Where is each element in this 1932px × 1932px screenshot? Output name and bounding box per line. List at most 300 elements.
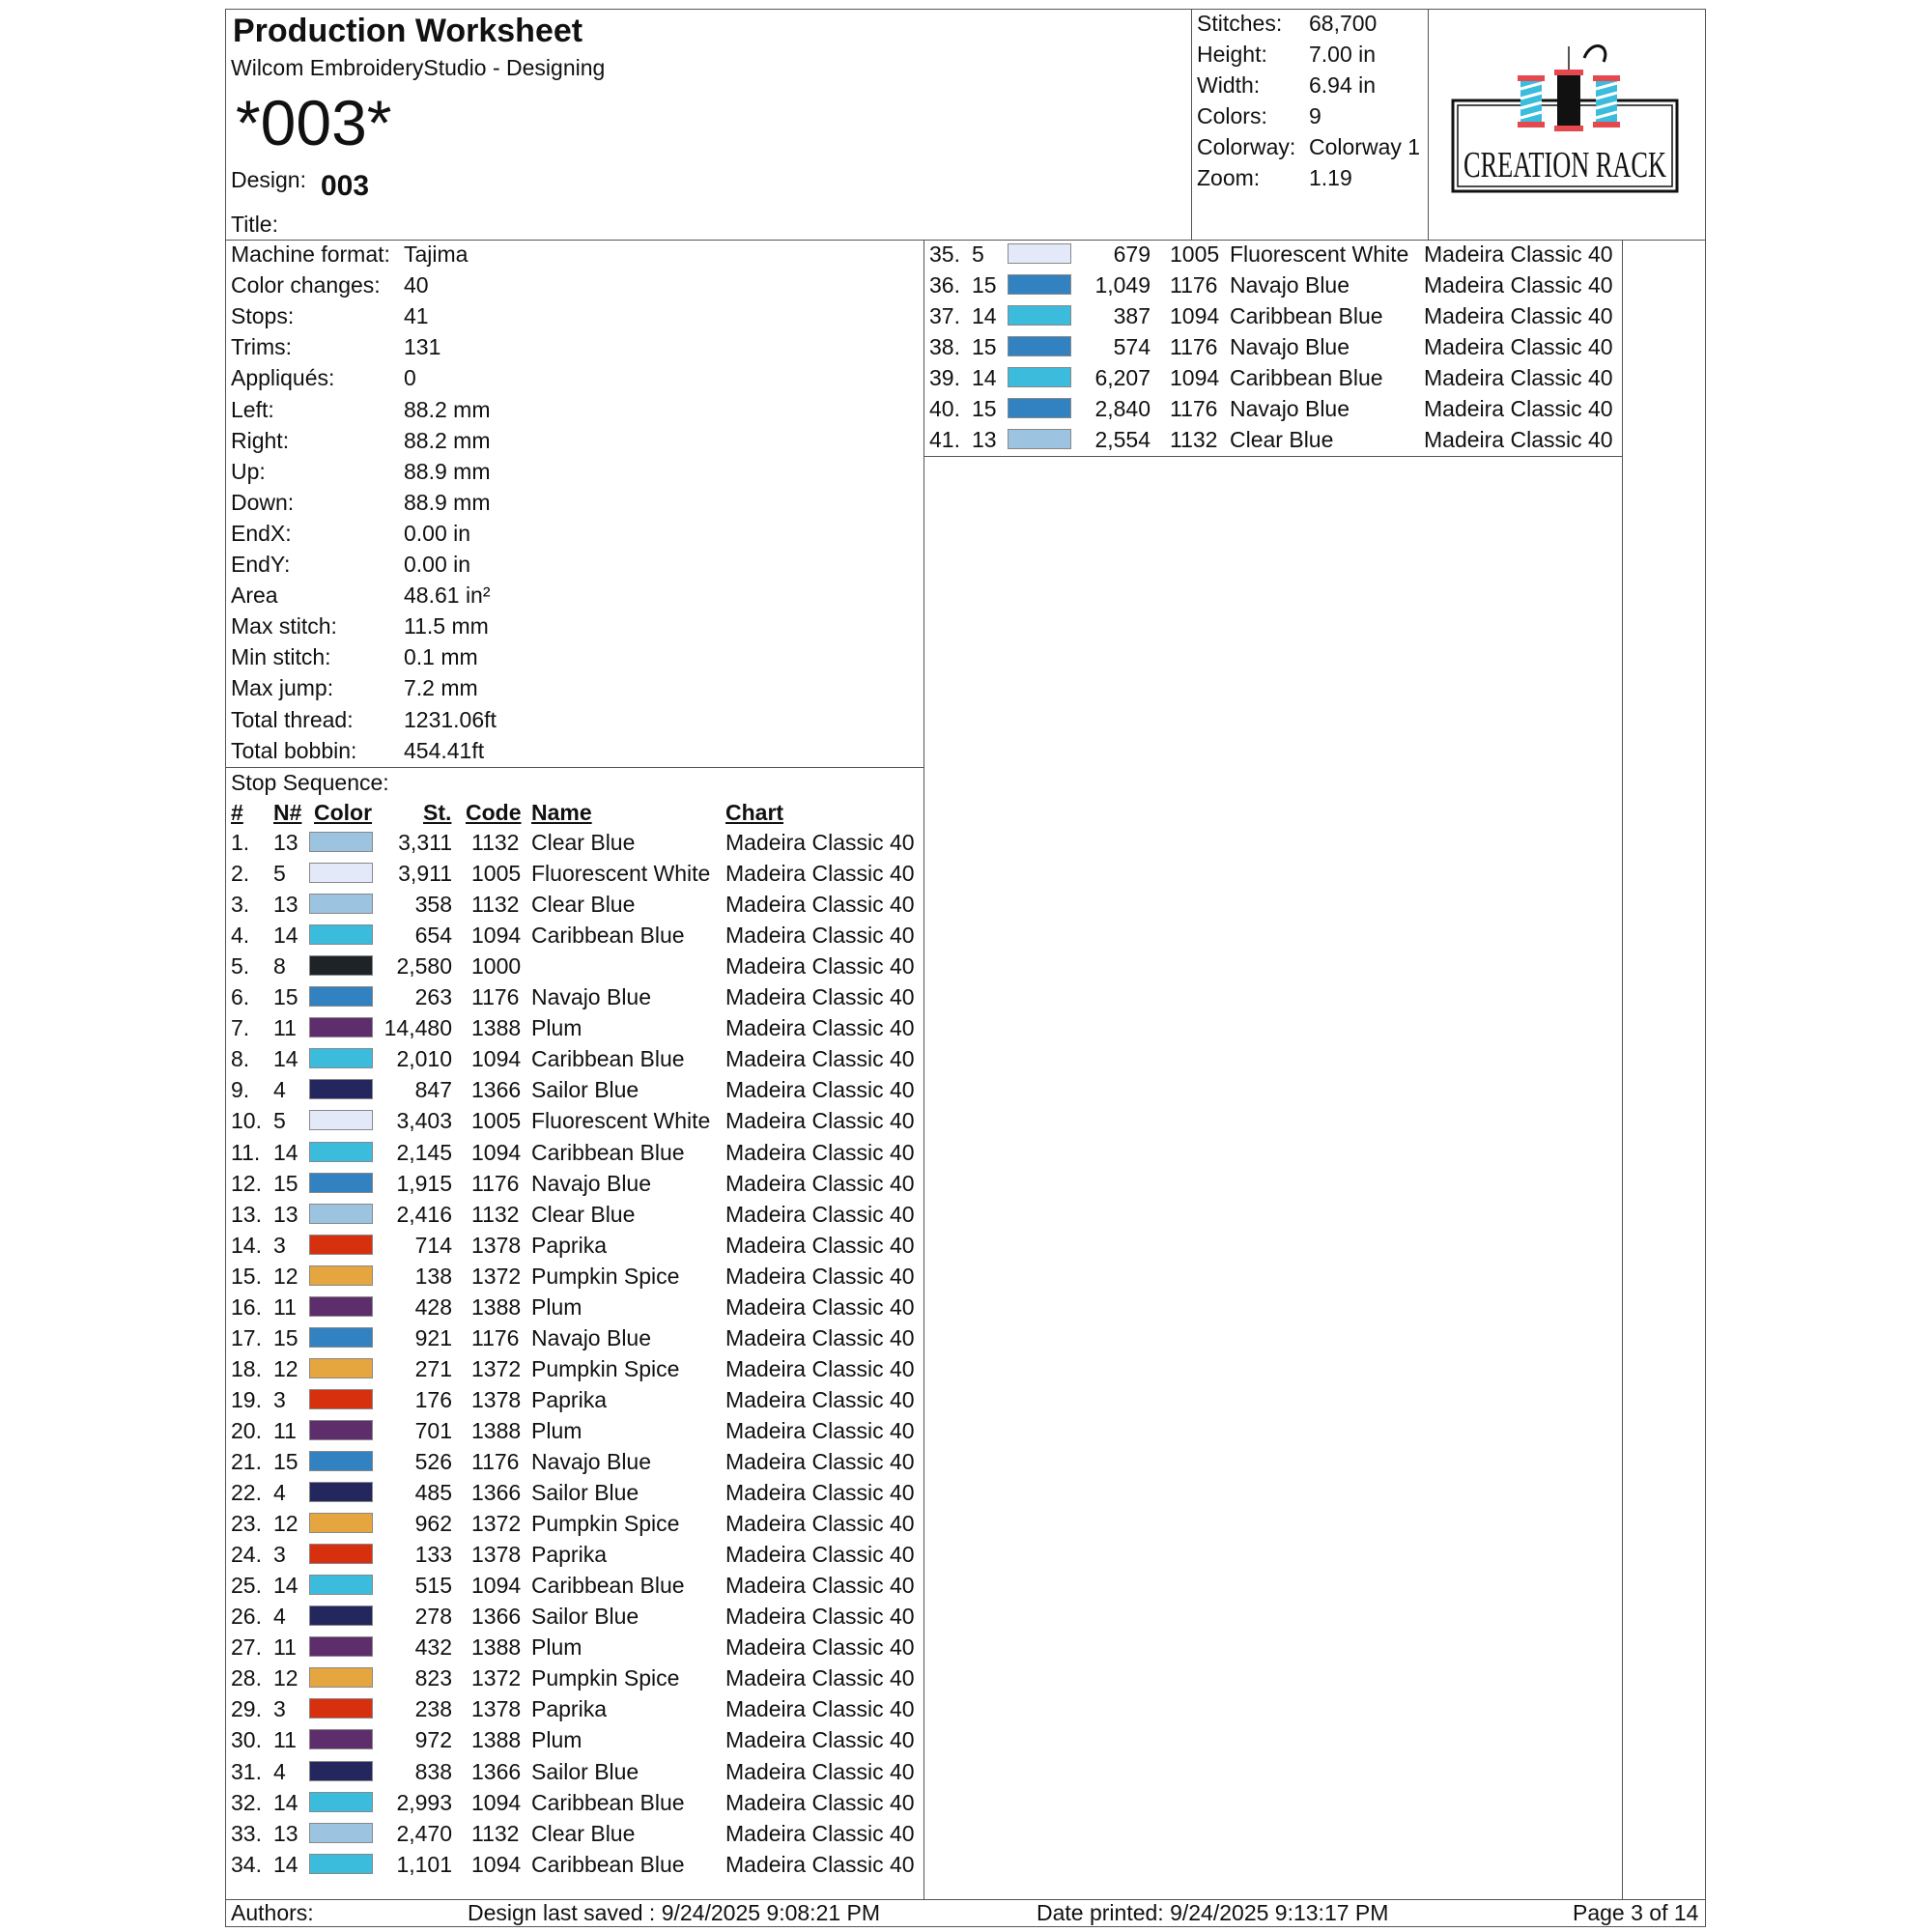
row-code: 1388 — [471, 1727, 522, 1753]
row-name: Fluorescent White — [1230, 242, 1409, 267]
row-name: Caribbean Blue — [531, 1851, 685, 1877]
color-swatch — [309, 1327, 373, 1348]
row-code: 1132 — [471, 892, 520, 918]
row-stitches: 962 — [414, 1511, 452, 1537]
row-needle: 15 — [273, 1449, 298, 1474]
row-code: 1094 — [471, 1573, 522, 1599]
row-stitches: 2,145 — [396, 1139, 452, 1165]
color-swatch — [309, 1482, 373, 1502]
row-stitches: 387 — [1113, 303, 1151, 329]
row-needle: 14 — [273, 923, 298, 949]
row-code: 1094 — [471, 1046, 522, 1072]
row-code: 1176 — [471, 1170, 520, 1196]
row-number: 15. — [231, 1263, 262, 1289]
detail-value: 7.2 mm — [404, 675, 478, 701]
color-swatch — [309, 955, 373, 976]
row-number: 25. — [231, 1573, 262, 1599]
row-chart: Madeira Classic 40 — [725, 861, 915, 887]
color-swatch — [309, 1204, 373, 1224]
row-chart: Madeira Classic 40 — [1424, 365, 1613, 391]
row-needle: 14 — [273, 1789, 298, 1815]
row-needle: 15 — [273, 984, 298, 1010]
row-stitches: 1,049 — [1094, 272, 1151, 298]
row-stitches: 2,010 — [396, 1046, 452, 1072]
details-bottom-rule — [225, 767, 924, 768]
detail-label: Max jump: — [231, 675, 334, 701]
row-chart: Madeira Classic 40 — [725, 1789, 915, 1815]
row-code: 1176 — [471, 984, 520, 1010]
row-chart: Madeira Classic 40 — [1424, 242, 1613, 267]
design-label: Design: — [231, 167, 306, 192]
detail-value: 11.5 mm — [404, 613, 489, 639]
row-name: Caribbean Blue — [531, 1573, 685, 1599]
row-stitches: 3,911 — [398, 861, 452, 887]
row-stitches: 14,480 — [384, 1015, 452, 1041]
row-number: 23. — [231, 1511, 262, 1537]
row-name: Caribbean Blue — [531, 1789, 685, 1815]
row-needle: 3 — [273, 1386, 286, 1412]
color-swatch — [1008, 367, 1071, 387]
color-swatch — [309, 1698, 373, 1719]
row-name: Pumpkin Spice — [531, 1511, 680, 1537]
detail-label: EndX: — [231, 520, 292, 546]
detail-value: 40 — [404, 272, 429, 298]
row-name: Sailor Blue — [531, 1604, 639, 1630]
row-stitches: 485 — [414, 1480, 452, 1506]
row-chart: Madeira Classic 40 — [725, 1727, 915, 1753]
row-name: Navajo Blue — [1230, 334, 1350, 360]
row-code: 1005 — [471, 1108, 522, 1134]
row-number: 10. — [231, 1108, 262, 1134]
row-name: Pumpkin Spice — [531, 1355, 680, 1381]
row-stitches: 654 — [414, 923, 452, 949]
row-needle: 5 — [273, 861, 286, 887]
row-code: 1366 — [471, 1758, 522, 1784]
row-code: 1094 — [471, 1851, 522, 1877]
row-chart: Madeira Classic 40 — [725, 892, 915, 918]
detail-label: Up: — [231, 458, 266, 484]
row-needle: 12 — [273, 1263, 298, 1289]
row-code: 1132 — [471, 1820, 520, 1846]
row-stitches: 238 — [414, 1696, 452, 1722]
row-stitches: 1,101 — [396, 1851, 452, 1877]
row-name: Plum — [531, 1417, 582, 1443]
detail-value: 48.61 in² — [404, 582, 491, 609]
row-chart: Madeira Classic 40 — [725, 1015, 915, 1041]
color-swatch — [309, 1605, 373, 1626]
detail-value: 0.00 in — [404, 520, 471, 546]
color-swatch — [309, 1761, 373, 1781]
row-name: Paprika — [531, 1386, 607, 1412]
row-name: Navajo Blue — [1230, 396, 1350, 422]
color-swatch — [309, 1636, 373, 1657]
row-chart: Madeira Classic 40 — [725, 1634, 915, 1661]
stat-value: 1.19 — [1309, 165, 1352, 190]
row-chart: Madeira Classic 40 — [725, 830, 915, 855]
row-needle: 15 — [972, 396, 997, 422]
row-number: 17. — [231, 1324, 262, 1350]
row-code: 1094 — [1170, 365, 1220, 391]
software-name: Wilcom EmbroideryStudio - Designing — [231, 55, 606, 80]
row-stitches: 526 — [414, 1449, 452, 1474]
row-name: Paprika — [531, 1696, 607, 1722]
row-needle: 13 — [273, 1820, 298, 1846]
row-number: 41. — [929, 427, 960, 453]
color-swatch — [309, 1451, 373, 1471]
row-needle: 15 — [972, 334, 997, 360]
color-swatch — [309, 1142, 373, 1162]
footer-rule — [225, 1899, 1706, 1900]
row-chart: Madeira Classic 40 — [1424, 334, 1613, 360]
row-needle: 3 — [273, 1232, 286, 1258]
row-name: Plum — [531, 1015, 582, 1041]
row-chart: Madeira Classic 40 — [725, 1324, 915, 1350]
row-chart: Madeira Classic 40 — [725, 1232, 915, 1258]
stat-label: Colors: — [1197, 103, 1267, 128]
color-swatch — [309, 1358, 373, 1378]
row-chart: Madeira Classic 40 — [725, 1604, 915, 1630]
footer-authors: Authors: — [231, 1900, 314, 1925]
row-needle: 13 — [273, 830, 298, 855]
row-number: 1. — [231, 830, 250, 855]
color-swatch — [1008, 398, 1071, 418]
row-name: Caribbean Blue — [1230, 303, 1383, 329]
row-stitches: 271 — [414, 1355, 452, 1381]
row-stitches: 2,840 — [1094, 396, 1151, 422]
row-stitches: 515 — [414, 1573, 452, 1599]
row-number: 40. — [929, 396, 960, 422]
color-swatch — [1008, 305, 1071, 326]
row-name: Plum — [531, 1293, 582, 1320]
row-name: Navajo Blue — [531, 1449, 652, 1474]
row-code: 1372 — [471, 1263, 522, 1289]
row-chart: Madeira Classic 40 — [725, 1696, 915, 1722]
row-stitches: 574 — [1113, 334, 1151, 360]
row-chart: Madeira Classic 40 — [725, 1170, 915, 1196]
color-swatch — [309, 863, 373, 883]
row-stitches: 972 — [414, 1727, 452, 1753]
detail-label: Total bobbin: — [231, 737, 357, 763]
detail-value: 88.2 mm — [404, 427, 491, 453]
row-stitches: 358 — [414, 892, 452, 918]
row-name: Clear Blue — [531, 892, 636, 918]
row-chart: Madeira Classic 40 — [725, 1201, 915, 1227]
stat-label: Zoom: — [1197, 165, 1261, 190]
row-name: Clear Blue — [531, 830, 636, 855]
row-number: 2. — [231, 861, 250, 887]
row-number: 27. — [231, 1634, 262, 1661]
detail-value: 0.1 mm — [404, 644, 478, 670]
row-stitches: 2,993 — [396, 1789, 452, 1815]
row-name: Clear Blue — [531, 1820, 636, 1846]
row-chart: Madeira Classic 40 — [725, 1573, 915, 1599]
row-stitches: 1,915 — [396, 1170, 452, 1196]
row-code: 1388 — [471, 1293, 522, 1320]
row-chart: Madeira Classic 40 — [1424, 427, 1613, 453]
row-name: Caribbean Blue — [531, 1046, 685, 1072]
row-code: 1366 — [471, 1604, 522, 1630]
row-chart: Madeira Classic 40 — [725, 1449, 915, 1474]
row-code: 1132 — [471, 1201, 520, 1227]
row-name: Caribbean Blue — [531, 1139, 685, 1165]
right-margin-line — [1622, 240, 1623, 1899]
row-needle: 15 — [273, 1170, 298, 1196]
row-number: 28. — [231, 1665, 262, 1691]
row-code: 1366 — [471, 1077, 522, 1103]
row-chart: Madeira Classic 40 — [1424, 303, 1613, 329]
color-swatch — [309, 894, 373, 914]
row-needle: 3 — [273, 1696, 286, 1722]
col-header-color: Color — [314, 800, 373, 825]
col-header-needle: N# — [273, 800, 302, 825]
row-chart: Madeira Classic 40 — [725, 923, 915, 949]
column-divider — [923, 240, 924, 1899]
row-needle: 4 — [273, 1604, 286, 1630]
row-number: 21. — [231, 1449, 262, 1474]
row-code: 1176 — [1170, 272, 1218, 298]
row-chart: Madeira Classic 40 — [725, 1139, 915, 1165]
row-name: Plum — [531, 1727, 582, 1753]
row-code: 1094 — [471, 1139, 522, 1165]
row-chart: Madeira Classic 40 — [725, 1758, 915, 1784]
detail-label: Stops: — [231, 303, 295, 329]
row-chart: Madeira Classic 40 — [725, 1480, 915, 1506]
color-swatch — [309, 1110, 373, 1130]
row-needle: 4 — [273, 1480, 286, 1506]
row-stitches: 823 — [414, 1665, 452, 1691]
row-name: Navajo Blue — [1230, 272, 1350, 298]
row-number: 11. — [231, 1139, 261, 1165]
row-number: 29. — [231, 1696, 262, 1722]
stat-label: Height: — [1197, 42, 1267, 67]
row-code: 1176 — [1170, 334, 1218, 360]
detail-label: Total thread: — [231, 706, 354, 732]
row-number: 35. — [929, 242, 960, 267]
row-name: Sailor Blue — [531, 1758, 639, 1784]
row-chart: Madeira Classic 40 — [725, 1542, 915, 1568]
row-needle: 14 — [273, 1139, 298, 1165]
header-divider — [1428, 9, 1429, 241]
color-swatch — [309, 1048, 373, 1068]
row-code: 1388 — [471, 1417, 522, 1443]
row-name: Fluorescent White — [531, 1108, 711, 1134]
row-stitches: 133 — [414, 1542, 452, 1568]
row-chart: Madeira Classic 40 — [725, 1665, 915, 1691]
row-code: 1366 — [471, 1480, 522, 1506]
row-number: 20. — [231, 1417, 262, 1443]
col-header-st: St. — [423, 800, 452, 825]
detail-value: 1231.06ft — [404, 706, 497, 732]
row-name: Caribbean Blue — [1230, 365, 1383, 391]
color-swatch — [1008, 274, 1071, 295]
row-name: Caribbean Blue — [531, 923, 685, 949]
row-name: Paprika — [531, 1232, 607, 1258]
row-code: 1372 — [471, 1665, 522, 1691]
detail-value: 88.9 mm — [404, 489, 491, 515]
row-chart: Madeira Classic 40 — [725, 1417, 915, 1443]
row-needle: 14 — [273, 1851, 298, 1877]
row-stitches: 3,311 — [398, 830, 452, 855]
header-divider — [1191, 9, 1192, 241]
row-stitches: 679 — [1113, 242, 1151, 267]
row-stitches: 2,470 — [396, 1820, 452, 1846]
page-title: Production Worksheet — [233, 13, 583, 49]
row-needle: 12 — [273, 1355, 298, 1381]
detail-value: 454.41ft — [404, 737, 485, 763]
row-code: 1132 — [1170, 427, 1218, 453]
row-name: Fluorescent White — [531, 861, 711, 887]
color-swatch — [309, 1667, 373, 1688]
row-number: 32. — [231, 1789, 262, 1815]
row-needle: 13 — [972, 427, 997, 453]
footer-page-number: Page 3 of 14 — [1573, 1900, 1699, 1925]
row-chart: Madeira Classic 40 — [1424, 396, 1613, 422]
stat-value: 68,700 — [1309, 11, 1378, 36]
color-swatch — [309, 924, 373, 945]
detail-value: 131 — [404, 334, 441, 360]
row-stitches: 714 — [414, 1232, 452, 1258]
row-number: 26. — [231, 1604, 262, 1630]
stat-label: Stitches: — [1197, 11, 1283, 36]
detail-label: Area — [231, 582, 278, 609]
row-needle: 14 — [273, 1046, 298, 1072]
row-code: 1176 — [471, 1324, 520, 1350]
row-chart: Madeira Classic 40 — [725, 1293, 915, 1320]
col-header-name: Name — [531, 800, 592, 825]
row-code: 1094 — [471, 923, 522, 949]
row-chart: Madeira Classic 40 — [725, 1386, 915, 1412]
color-swatch — [309, 1265, 373, 1286]
row-number: 37. — [929, 303, 960, 329]
color-swatch — [1008, 243, 1071, 264]
row-stitches: 138 — [414, 1263, 452, 1289]
header-bottom-rule — [225, 240, 1706, 241]
row-number: 9. — [231, 1077, 250, 1103]
row-number: 18. — [231, 1355, 262, 1381]
row-chart: Madeira Classic 40 — [725, 1046, 915, 1072]
detail-label: EndY: — [231, 552, 291, 577]
row-number: 12. — [231, 1170, 262, 1196]
row-stitches: 701 — [414, 1417, 452, 1443]
row-code: 1372 — [471, 1511, 522, 1537]
row-code: 1000 — [471, 953, 522, 980]
row-chart: Madeira Classic 40 — [1424, 272, 1613, 298]
row-needle: 12 — [273, 1665, 298, 1691]
row-code: 1094 — [471, 1789, 522, 1815]
thread-spools-icon — [1447, 37, 1689, 201]
col-header-code: Code — [466, 800, 522, 825]
row-name: Clear Blue — [1230, 427, 1334, 453]
row-name: Paprika — [531, 1542, 607, 1568]
row-code: 1378 — [471, 1542, 522, 1568]
stat-value: Colorway 1 — [1309, 134, 1421, 159]
color-swatch — [309, 1823, 373, 1843]
row-name: Navajo Blue — [531, 984, 652, 1010]
color-swatch — [309, 1296, 373, 1317]
row-number: 3. — [231, 892, 250, 918]
row-number: 38. — [929, 334, 960, 360]
row-chart: Madeira Classic 40 — [725, 1077, 915, 1103]
row-chart: Madeira Classic 40 — [725, 1511, 915, 1537]
detail-value: 41 — [404, 303, 429, 329]
detail-label: Min stitch: — [231, 644, 331, 670]
row-number: 7. — [231, 1015, 250, 1041]
row-chart: Madeira Classic 40 — [725, 1355, 915, 1381]
row-code: 1388 — [471, 1634, 522, 1661]
color-swatch — [309, 1420, 373, 1440]
row-number: 36. — [929, 272, 960, 298]
row-stitches: 278 — [414, 1604, 452, 1630]
detail-label: Appliqués: — [231, 365, 335, 391]
row-number: 34. — [231, 1851, 262, 1877]
row-number: 33. — [231, 1820, 262, 1846]
detail-value: 0.00 in — [404, 552, 471, 577]
row-stitches: 838 — [414, 1758, 452, 1784]
color-swatch — [309, 1079, 373, 1099]
detail-label: Color changes: — [231, 272, 381, 298]
row-needle: 14 — [972, 303, 997, 329]
row-needle: 11 — [273, 1293, 297, 1320]
row-name: Plum — [531, 1634, 582, 1661]
stat-value: 6.94 in — [1309, 72, 1377, 98]
color-swatch — [309, 1389, 373, 1409]
detail-value: 0 — [404, 365, 416, 391]
right-table-bottom-rule — [923, 456, 1622, 457]
row-code: 1176 — [1170, 396, 1218, 422]
creation-rack-logo — [1447, 37, 1689, 201]
row-chart: Madeira Classic 40 — [725, 1820, 915, 1846]
row-needle: 15 — [273, 1324, 298, 1350]
row-number: 14. — [231, 1232, 262, 1258]
row-number: 5. — [231, 953, 250, 980]
color-swatch — [1008, 336, 1071, 356]
color-swatch — [309, 1017, 373, 1037]
detail-value: Tajima — [404, 242, 469, 267]
row-chart: Madeira Classic 40 — [725, 1108, 915, 1134]
detail-label: Max stitch: — [231, 613, 337, 639]
row-name: Navajo Blue — [531, 1324, 652, 1350]
detail-label: Down: — [231, 489, 295, 515]
detail-label: Trims: — [231, 334, 293, 360]
color-swatch — [309, 1235, 373, 1255]
row-name: Pumpkin Spice — [531, 1263, 680, 1289]
row-needle: 4 — [273, 1758, 286, 1784]
row-number: 24. — [231, 1542, 262, 1568]
row-needle: 13 — [273, 892, 298, 918]
row-number: 8. — [231, 1046, 250, 1072]
row-code: 1005 — [471, 861, 522, 887]
row-needle: 11 — [273, 1727, 297, 1753]
stat-value: 7.00 in — [1309, 42, 1377, 67]
row-stitches: 921 — [414, 1324, 452, 1350]
color-swatch — [309, 1575, 373, 1595]
row-code: 1388 — [471, 1015, 522, 1041]
detail-label: Left: — [231, 396, 274, 422]
stat-value: 9 — [1309, 103, 1321, 128]
color-swatch — [309, 1544, 373, 1564]
row-stitches: 2,580 — [396, 953, 452, 980]
row-stitches: 176 — [414, 1386, 452, 1412]
row-needle: 13 — [273, 1201, 298, 1227]
color-swatch — [1008, 429, 1071, 449]
row-needle: 14 — [273, 1573, 298, 1599]
detail-label: Right: — [231, 427, 290, 453]
detail-value: 88.2 mm — [404, 396, 491, 422]
row-stitches: 3,403 — [396, 1108, 452, 1134]
row-number: 13. — [231, 1201, 262, 1227]
row-number: 6. — [231, 984, 250, 1010]
color-swatch — [309, 1513, 373, 1533]
